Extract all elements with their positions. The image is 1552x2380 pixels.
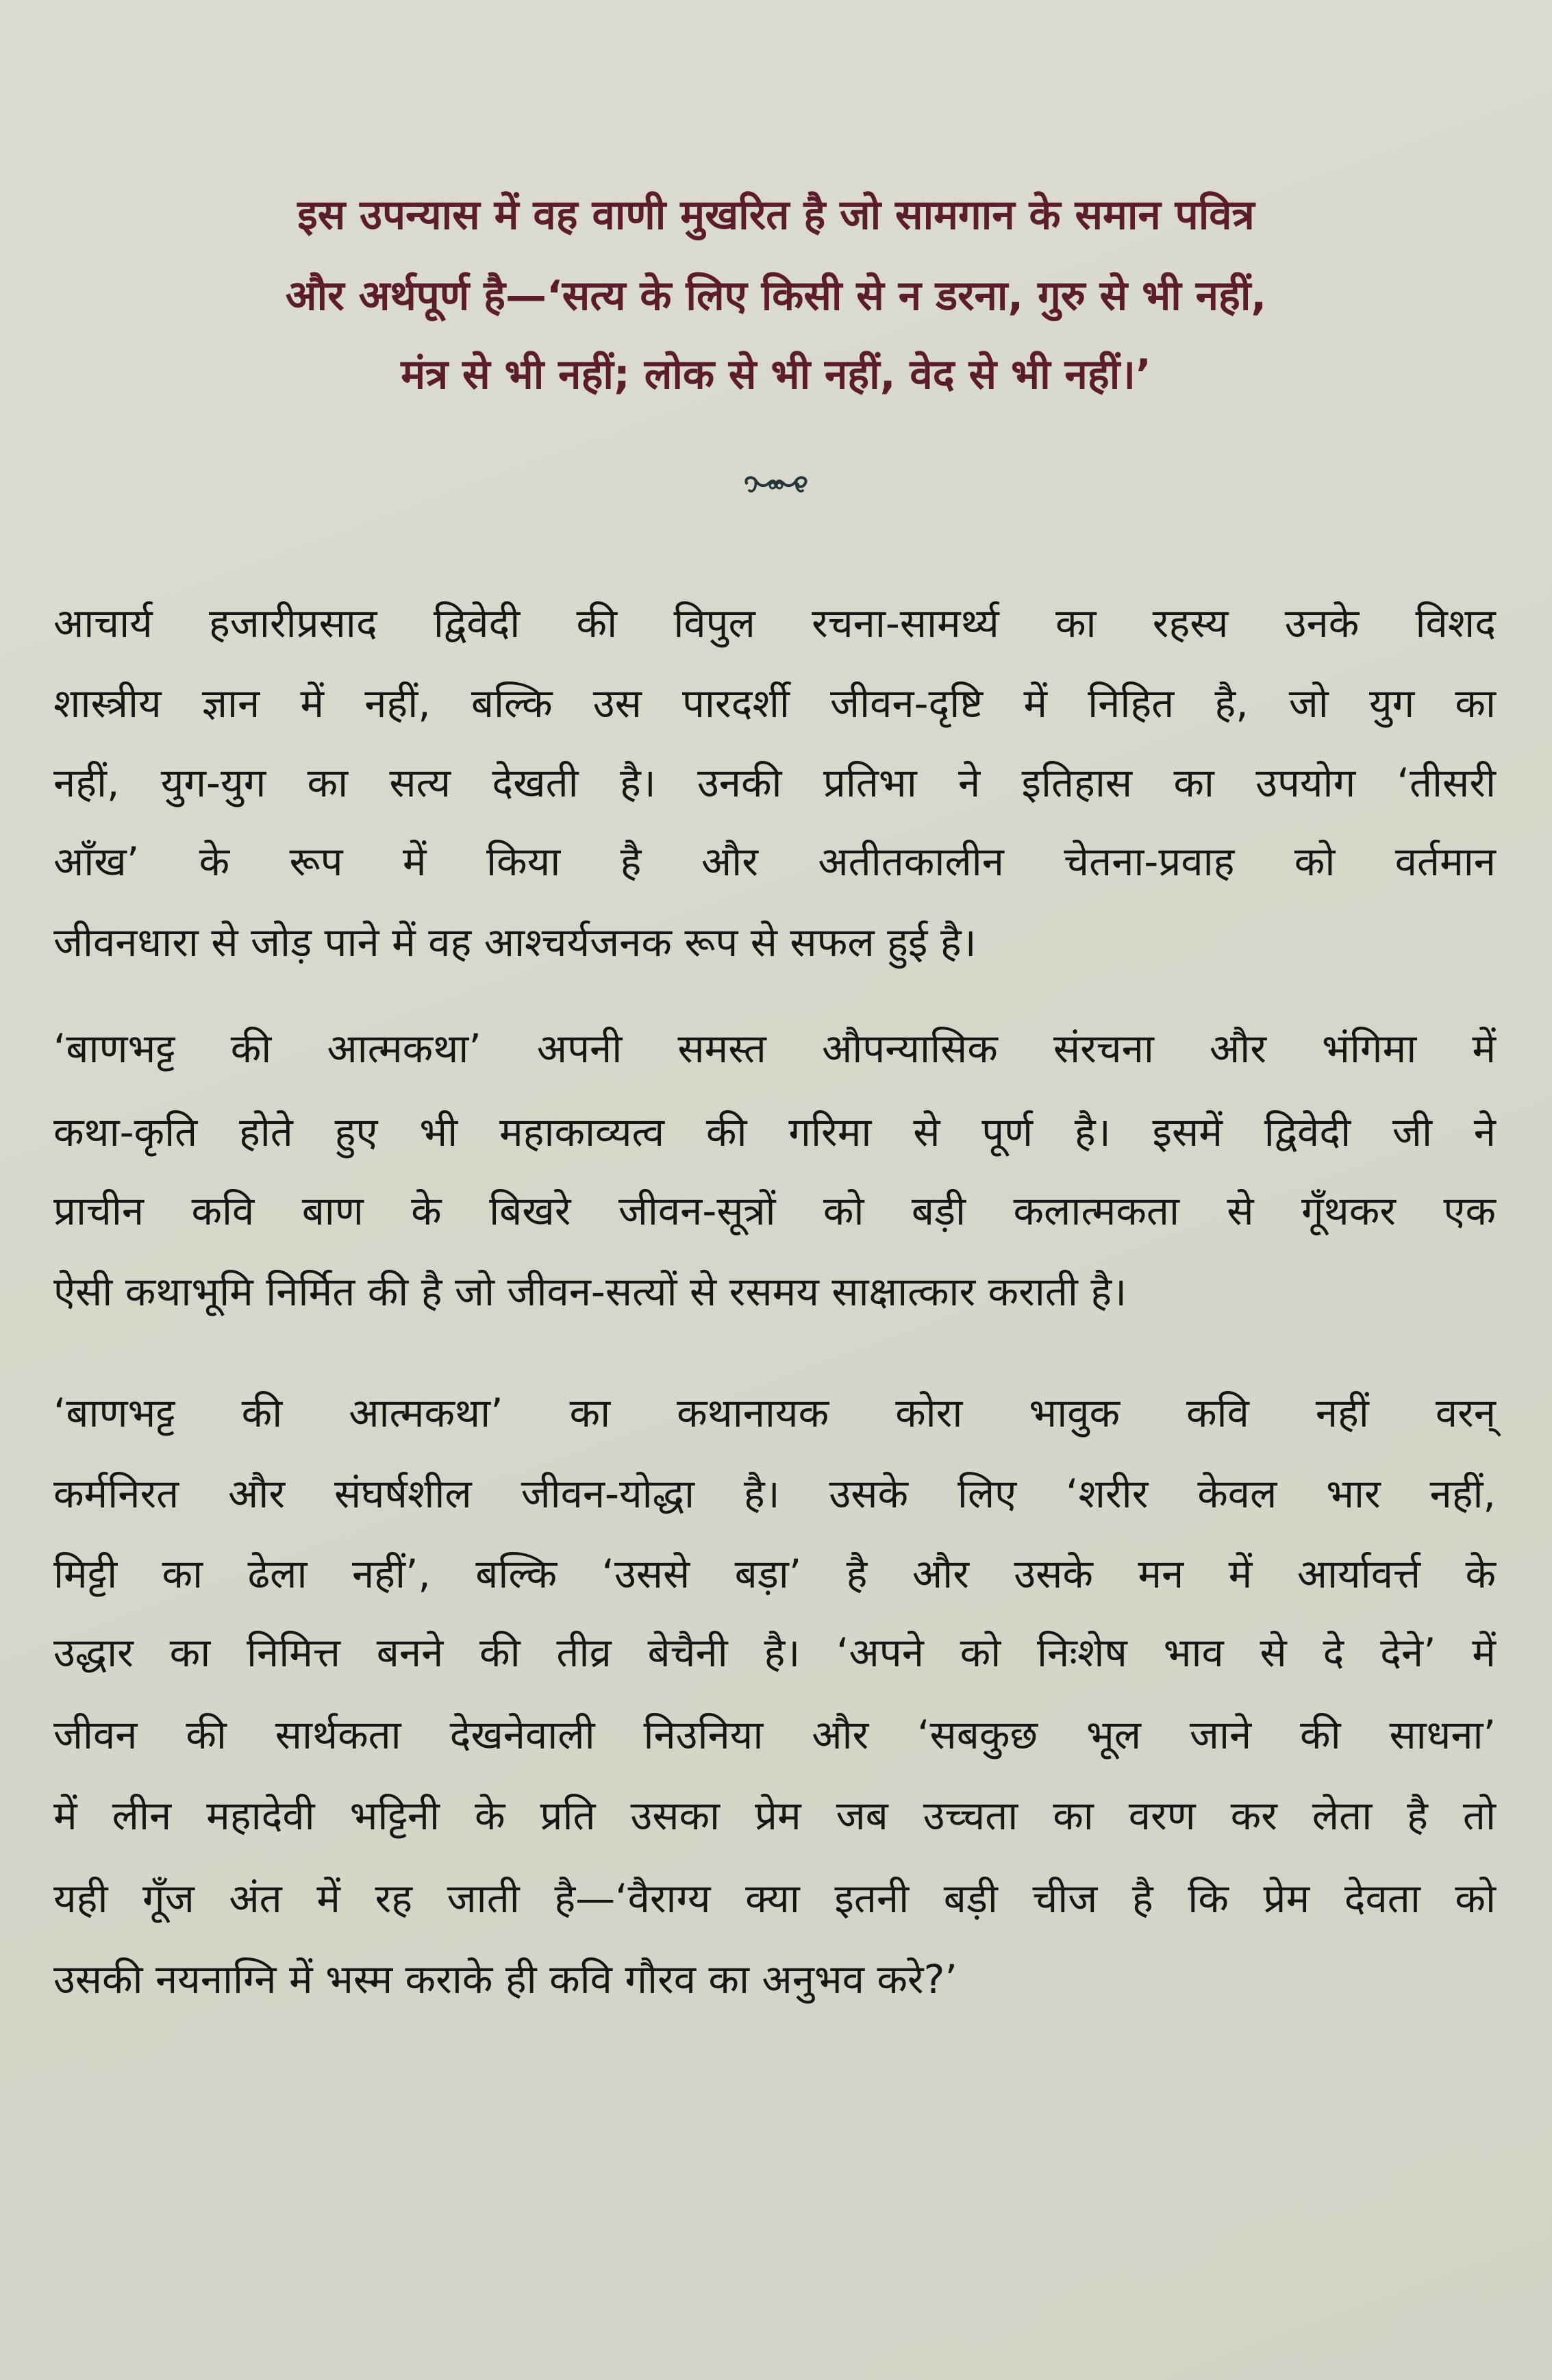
text-line: ‘बाणभट्ट की आत्मकथा’ का कथानायक कोरा भावुक कवि नहीं वरन् — [53, 1390, 1496, 1436]
text-line: उद्धार का निमित्त बनने की तीव्र बेचैनी है। ‘अपने को निःशेष भाव से दे देने’ में — [53, 1629, 1496, 1676]
text-line: जीवन की सार्थकता देखनेवाली निउनिया और ‘सबकुछ भूल जाने की साधना’ — [53, 1712, 1496, 1758]
text-line: आचार्य हजारीप्रसाद द्विवेदी की विपुल रचना-सामर्थ्य का रहस्य उनके विशद — [53, 600, 1496, 647]
quote-line: मंत्र से भी नहीं; लोक से भी नहीं, वेद से भी नहीं।’ — [401, 351, 1151, 399]
text-line: नहीं, युग-युग का सत्य देखती है। उनकी प्रतिभा ने इतिहास का उपयोग ‘तीसरी — [53, 760, 1496, 806]
text-line: उसकी नयनाग्नि में भस्म कराके ही कवि गौरव का अनुभव करे?’ — [53, 1956, 958, 2003]
text-line: में लीन महादेवी भट्टिनी के प्रति उसका प्रेम जब उच्चता का वरण कर लेता है तो — [53, 1792, 1496, 1839]
text-line: आँख’ के रूप में किया है और अतीतकालीन चेतना-प्रवाह को वर्तमान — [53, 838, 1496, 885]
text-line: ऐसी कथाभूमि निर्मित की है जो जीवन-सत्यों से रसमय साक्षात्कार कराती है। — [53, 1268, 1127, 1315]
text-line: ‘बाणभट्ट की आत्मकथा’ अपनी समस्त औपन्यासिक संरचना और भंगिमा में — [53, 1025, 1496, 1072]
text-line: शास्त्रीय ज्ञान में नहीं, बल्कि उस पारदर्शी जीवन-दृष्टि में निहित है, जो युग का — [53, 680, 1496, 727]
text-line: कथा-कृति होते हुए भी महाकाव्यत्व की गरिमा से पूर्ण है। इसमें द्विवेदी जी ने — [53, 1109, 1496, 1155]
quote-line: इस उपन्यास में वह वाणी मुखरित है जो सामगान के समान पवित्र — [297, 191, 1255, 239]
quote-line: और अर्थपूर्ण है—‘सत्य के लिए किसी से न डरना, गुरु से भी नहीं, — [285, 272, 1267, 320]
text-line: यही गूँज अंत में रह जाती है—‘वैराग्य क्या इतनी बड़ी चीज है कि प्रेम देवता को — [53, 1875, 1496, 1922]
text-line: प्राचीन कवि बाण के बिखरे जीवन-सूत्रों को बड़ी कलात्मकता से गूँथकर एक — [53, 1188, 1496, 1234]
text-line: जीवनधारा से जोड़ पाने में वह आश्चर्यजनक रूप से सफल हुई है। — [53, 919, 977, 966]
text-line: कर्मनिरत और संघर्षशील जीवन-योद्धा है। उसके लिए ‘शरीर केवल भार नहीं, — [53, 1470, 1496, 1517]
ornament-flourish-icon — [742, 469, 810, 503]
text-line: मिट्टी का ढेला नहीं’, बल्कि ‘उससे बड़ा’ है और उसके मन में आर्यावर्त्त के — [53, 1551, 1496, 1597]
